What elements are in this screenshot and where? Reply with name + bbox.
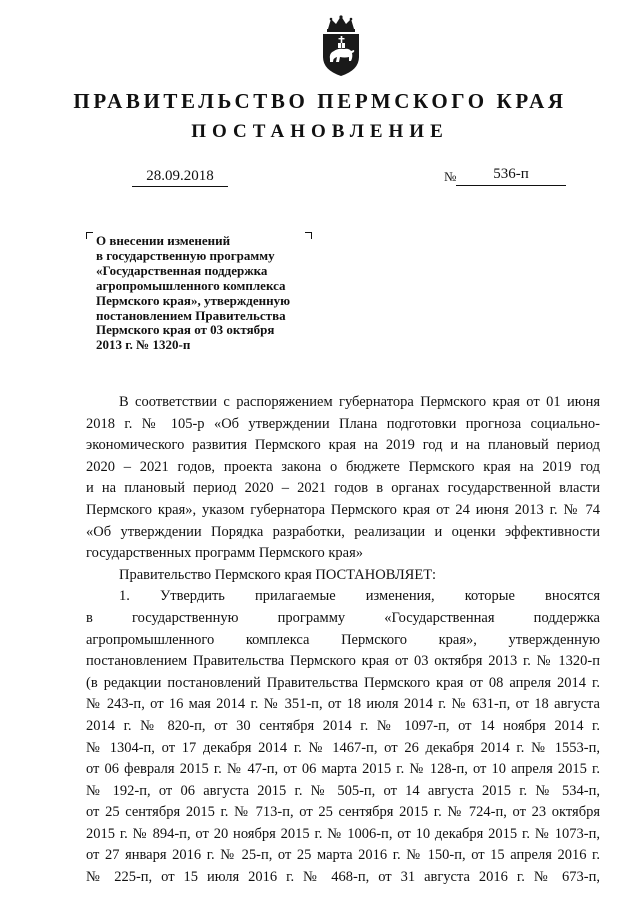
body-line: и на плановый период 2020 – 2021 годов в органах государственной власти [86,480,600,497]
subject-line: 2013 г. № 1320-п [96,337,191,353]
body-line: от 06 февраля 2015 г. № 47-п, от 06 марта 2015 г. № 128-п, от 10 апреля 2015 г. [86,761,600,778]
body-line: № 192-п, от 06 августа 2015 г. № 505-п, от 14 августа 2015 г. № 534-п, [86,782,600,799]
subject-line: постановлением Правительства [96,307,286,323]
body-line: В соответствии с распоряжением губернатора Пермского края от 01 июня [119,394,600,410]
subject-line: «Государственная поддержка [96,262,268,278]
body-line: «Об утверждении Порядка разработки, реализации и оценки эффективности [86,523,600,540]
subject-line: агропромышленного комплекса [96,277,286,293]
body-line: 2018 г. № 105-р «Об утверждении Плана подготовки прогноза социально- [86,415,600,432]
subject-bracket-left [86,232,93,239]
perm-krai-coat-of-arms-icon [318,15,364,77]
body-line: № 243-п, от 16 мая 2014 г. № 351-п, от 18 июля 2014 г. № 631-п, от 18 августа [86,696,600,713]
body-line: 1. Утвердить прилагаемые изменения, которые вносятся [119,588,600,605]
subject-line: Пермского края от 03 октября [96,322,275,338]
subject-line: О внесении изменений [96,233,231,248]
subject-line: Пермского края», утвержденную [96,292,291,308]
body-line: постановлением Правительства Пермского края от 03 октября 2013 г. № 1320-п [86,653,600,670]
document-date: 28.09.2018 [132,168,228,187]
body-line: агропромышленного комплекса Пермского края», утвержденную [86,631,600,648]
body-line: (в редакции постановлений Правительства Пермского края от 08 апреля 2014 г. [86,674,600,691]
document-number: 536-п [456,166,566,186]
document-subject [96,234,321,353]
body-line: в государственную программу «Государственная поддержка [86,609,600,626]
body-line: от 27 января 2016 г. № 25-п, от 25 марта 2016 г. № 150-п, от 15 апреля 2016 г. [86,847,600,864]
resolution-line: Правительство Пермского края ПОСТАНОВЛЯЕТ: [119,566,437,583]
subject-line: в государственную программу [96,247,275,263]
body-line: государственных программ Пермского края» [86,545,364,562]
body-line: 2020 – 2021 годов, проекта закона о бюджете Пермского края на 2019 год [86,458,600,475]
body-line: 2015 г. № 894-п, от 20 ноября 2015 г. № 1006-п, от 10 декабря 2015 г. № 1073-п, [86,825,600,842]
body-line: Пермского края», указом губернатора Пермского края от 24 июня 2013 г. № 74 [86,501,600,518]
document-body [86,392,600,889]
government-title: ПРАВИТЕЛЬСТВО ПЕРМСКОГО КРАЯ [73,89,567,113]
document-type: ПОСТАНОВЛЕНИЕ [191,121,449,142]
body-line: № 225-п, от 15 июля 2016 г. № 468-п, от 31 августа 2016 г. № 673-п, [86,869,600,886]
body-line: 2014 г. № 820-п, от 30 сентября 2014 г. № 1097-п, от 14 ноября 2014 г. [86,717,600,734]
number-label: № [444,169,457,184]
body-line: от 25 сентября 2015 г. № 713-п, от 25 сентября 2015 г. № 724-п, от 23 октября [86,804,600,821]
body-line: № 1304-п, от 17 декабря 2014 г. № 1467-п, от 26 декабря 2014 г. № 1553-п, [86,739,600,756]
body-line: экономического развития Пермского края на 2019 год и на плановый период [86,437,600,454]
